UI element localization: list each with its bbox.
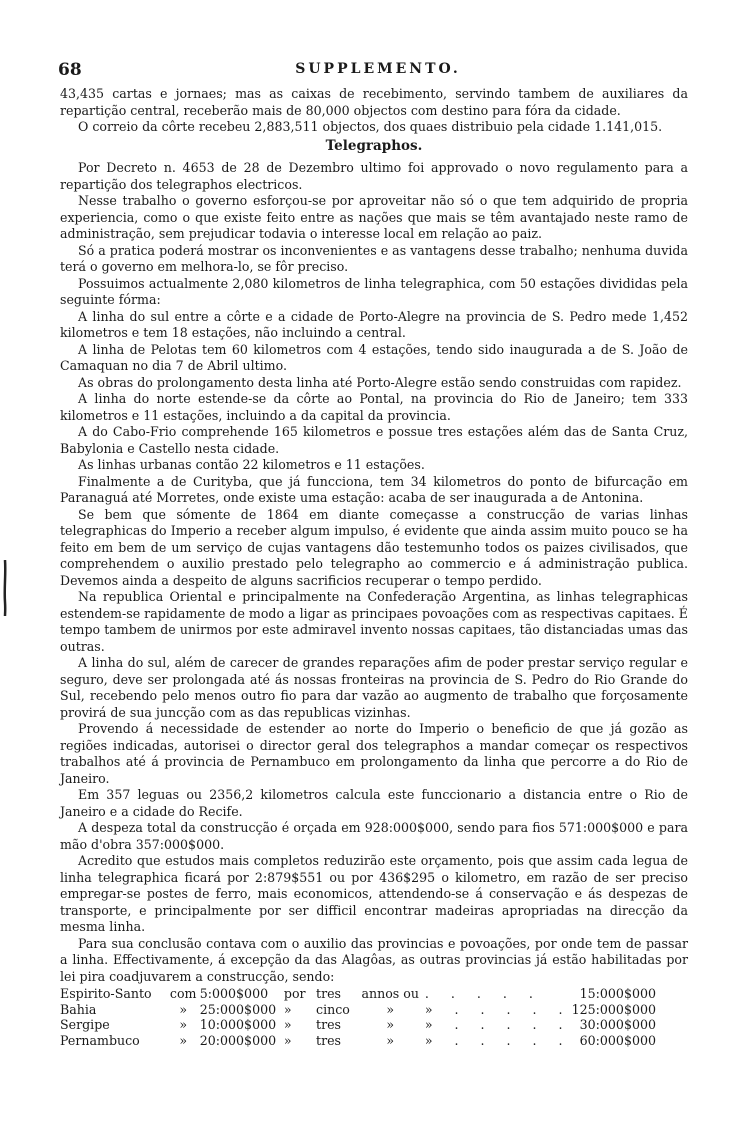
contribution-row bbox=[60, 1033, 688, 1049]
section-paragraph: Se bem que sómente de 1864 em diante começasse a construcção de varias linhas telegraphicas do Imperio a receber algum impulso, é evidente que ainda assim muito pouco se ha feito em bem de um serviço de cujas vantagens dão testemunho todos os paizes civilisados, que comprehendem o auxilio prestado pelo telegrapho ao commercio e á administração publica. Devemos ainda a despeito de alguns sacrificios recuperar o tempo perdido. bbox=[60, 506, 688, 588]
annual-amount: 20:000$000 bbox=[199, 1032, 277, 1048]
section-paragraph: Nesse trabalho o governo esforçou-se por aproveitar não só o que tem adquirido de propria experiencia, como o que existe feito entre as nações que mais se têm avantajado neste ramo de administração, sem prejudicar todavia o interesse local em relação ao paiz. bbox=[60, 193, 688, 241]
section-paragraph: A linha de Pelotas tem 60 kilometros com 4 estações, tendo sido inaugurada a de S. João de Camaquan no dia 7 de Abril ultimo. bbox=[60, 341, 688, 373]
province-name: Pernambuco bbox=[60, 1032, 140, 1048]
section-paragraphs bbox=[60, 160, 688, 985]
intro-paragraph: 43,435 cartas e jornaes; mas as caixas de recebimento, servindo tambem de auxiliares da repartição central, receberão mais de 80,000 objectos com destino para fóra da cidade. bbox=[60, 86, 688, 118]
section-paragraph: Finalmente a de Curityba, que já funcciona, tem 34 kilometros do ponto de bifurcação em Paranaguá até Morretes, onde existe uma estação: acaba de ser inaugurada a de Antonina. bbox=[60, 473, 688, 505]
total-amount: 30:000$000 bbox=[579, 1017, 656, 1032]
section-paragraph: A linha do sul, além de carecer de grandes reparações afim de poder prestar serviço regular e seguro, deve ser prolongada até ás nossas fronteiras na provincia de S. Pedro do Rio Grande do Sul, recebendo pelo menos outro fio para dar vazão ao augmento de trabalho que forçosamente provirá de sua juncção com as das republicas vizinhas. bbox=[60, 655, 688, 720]
years-count: tres bbox=[316, 1032, 342, 1048]
section-paragraph: A linha do norte estende-se da côrte ao Pontal, na provincia do Rio de Janeiro; tem 333 kilometros e 11 estações, incluindo a da capital da provincia. bbox=[60, 391, 688, 423]
province-name: Sergipe bbox=[60, 1017, 110, 1032]
por-word: por bbox=[283, 986, 306, 1001]
leader-dots: » . . . . . bbox=[424, 1001, 572, 1017]
quota-word: » bbox=[179, 1017, 188, 1032]
por-word: » bbox=[283, 1001, 292, 1017]
section-paragraph: Acredito que estudos mais completos reduzirão este orçamento, pois que assim cada legua de linha telegraphica ficará por 2:879$551 ou por 436$295 o kilometro, em razão de ser preciso empregar-se postes de ferro, mais economicos, attendendo-se á conservação e ás despezas de transporte, e principalmente por ser difficil encontrar madeiras apropriadas na direcção da mesma linha. bbox=[60, 853, 688, 934]
annual-amount: 25:000$000 bbox=[199, 1001, 277, 1017]
total-amount: 125:000$000 bbox=[571, 1001, 656, 1017]
section-paragraph: Na republica Oriental e principalmente na Confederação Argentina, as linhas telegraphicas estendem-se rapidamente de modo a ligar as principaes povoações com as respectivas capitaes. É tempo tambem de unirmos por este admiravel invento nossas capitaes, tão distanciadas umas das outras. bbox=[60, 589, 688, 654]
page-header bbox=[58, 60, 698, 84]
total-amount: 60:000$000 bbox=[579, 1032, 656, 1048]
quota-word: » bbox=[179, 1032, 188, 1048]
por-word: » bbox=[283, 1032, 292, 1048]
annual-amount: 10:000$000 bbox=[199, 1017, 277, 1032]
years-count: tres bbox=[316, 986, 342, 1001]
section-paragraph: Só a pratica poderá mostrar os inconvenientes e as vantagens desse trabalho; nenhuma duvida terá o governo em melhora-lo, se fôr preciso. bbox=[60, 242, 688, 274]
leader-dots: » . . . . . bbox=[424, 1032, 572, 1048]
years-count: tres bbox=[316, 1017, 342, 1032]
section-paragraph: Por Decreto n. 4653 de 28 de Dezembro ultimo foi approvado o novo regulamento para a repartição dos telegraphos electricos. bbox=[60, 160, 688, 192]
section-paragraph: Em 357 leguas ou 2356,2 kilometros calcula este funccionario a distancia entre o Rio de Janeiro e a cidade do Recife. bbox=[60, 787, 688, 819]
intro-paragraph: O correio da côrte recebeu 2,883,511 objectos, dos quaes distribuio pela cidade 1.141,015. bbox=[78, 119, 663, 134]
running-title: SUPPLEMENTO. bbox=[295, 61, 461, 77]
years-word: » bbox=[386, 1017, 395, 1032]
years-count: cinco bbox=[316, 1001, 350, 1017]
intro-paragraphs bbox=[60, 86, 688, 136]
section-paragraph: Para sua conclusão contava com o auxilio das provincias e povoações, por onde tem de passar a linha. Effectivamente, á excepção da das Alagôas, as outras provincias já estão habilitadas por lei pira coadjuvarem a construcção, sendo: bbox=[60, 935, 688, 984]
section-paragraph: As obras do prolongamento desta linha até Porto-Alegre estão sendo construidas com rapidez. bbox=[78, 374, 682, 390]
section-paragraph: A do Cabo-Frio comprehende 165 kilometros e possue tres estações além das de Santa Cruz, Babylonia e Castello nesta cidade. bbox=[60, 424, 688, 456]
margin-ink-mark bbox=[3, 560, 7, 616]
province-name: Bahia bbox=[60, 1001, 97, 1017]
leader-dots: . . . . . bbox=[424, 986, 542, 1001]
quota-word: com bbox=[169, 986, 197, 1001]
years-word: » bbox=[386, 1032, 395, 1048]
contributions-table bbox=[60, 986, 688, 1048]
document-body bbox=[60, 86, 688, 1048]
por-word: » bbox=[283, 1017, 292, 1032]
quota-word: » bbox=[179, 1001, 188, 1017]
section-paragraph: A despeza total da construcção é orçada em 928:000$000, sendo para fios 571:000$000 e para mão d'obra 357:000$000. bbox=[60, 820, 688, 852]
contribution-row bbox=[60, 1002, 688, 1018]
province-name: Espirito-Santo bbox=[60, 986, 152, 1001]
page-number: 68 bbox=[58, 60, 82, 80]
section-paragraph: Possuimos actualmente 2,080 kilometros de linha telegraphica, com 50 estações divididas pela seguinte fórma: bbox=[60, 275, 688, 307]
annual-amount: 5:000$000 bbox=[199, 986, 269, 1001]
leader-dots: » . . . . . bbox=[424, 1017, 572, 1032]
section-paragraph: A linha do sul entre a côrte e a cidade de Porto-Alegre na provincia de S. Pedro mede 1,452 kilometros e tem 18 estações, não incluindo a central. bbox=[60, 308, 688, 340]
section-paragraph: Provendo á necessidade de estender ao norte do Imperio o beneficio de que já gozão as regiões indicadas, autorisei o director geral dos telegraphos a mandar começar os respectivos trabalhos até á provincia de Pernambuco em prolongamento da linha que percorre a do Rio de Janeiro. bbox=[60, 721, 688, 786]
contribution-row bbox=[60, 986, 688, 1002]
years-word: annos ou bbox=[361, 986, 419, 1001]
total-amount: 15:000$000 bbox=[579, 986, 656, 1001]
section-title: Telegraphos. bbox=[325, 137, 423, 154]
contribution-row bbox=[60, 1017, 688, 1033]
years-word: » bbox=[386, 1001, 395, 1017]
section-paragraph: As linhas urbanas contão 22 kilometros e 11 estações. bbox=[78, 457, 425, 472]
